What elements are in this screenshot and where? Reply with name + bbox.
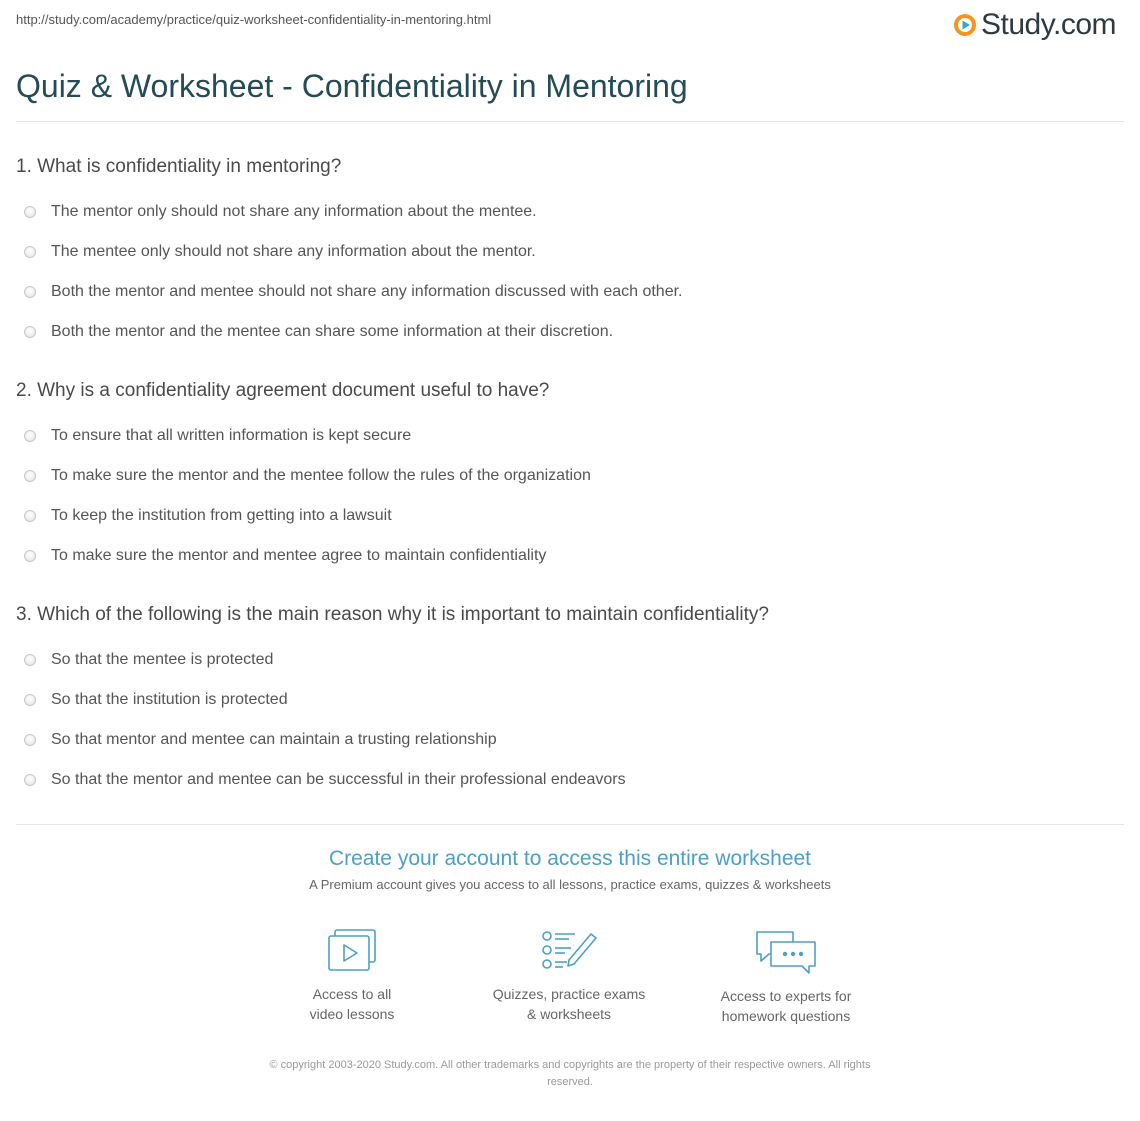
answer-option[interactable] xyxy=(16,416,1116,456)
radio-button[interactable] xyxy=(24,550,36,562)
answer-label: So that mentor and mentee can maintain a trusting relationship xyxy=(51,731,497,748)
feature-line-1: Quizzes, practice exams xyxy=(492,986,646,1002)
radio-button[interactable] xyxy=(24,430,36,442)
feature-line-1: Access to all xyxy=(312,986,392,1002)
answer-option[interactable] xyxy=(16,272,1116,312)
answer-option[interactable] xyxy=(16,640,1116,680)
question-text: 2. Why is a confidentiality agreement document useful to have? xyxy=(16,380,550,401)
radio-button[interactable] xyxy=(24,286,36,298)
study-logo-icon xyxy=(953,13,977,37)
title-divider xyxy=(16,121,1124,122)
create-account-link[interactable]: Create your account to access this entire worksheet xyxy=(328,847,812,870)
answer-option[interactable] xyxy=(16,720,1116,760)
radio-button[interactable] xyxy=(24,326,36,338)
answer-option[interactable] xyxy=(16,536,1116,576)
question-2 xyxy=(16,376,1116,576)
answer-option[interactable] xyxy=(16,456,1116,496)
answer-label: To make sure the mentor and the mentee follow the rules of the organization xyxy=(51,467,591,484)
radio-button[interactable] xyxy=(24,470,36,482)
cta-subtitle: A Premium account gives you access to all lessons, practice exams, quizzes & worksheets xyxy=(309,877,831,892)
video-lesson-icon xyxy=(325,928,379,974)
radio-button[interactable] xyxy=(24,510,36,522)
copyright-line-2: reserved. xyxy=(547,1076,593,1088)
answer-label: The mentor only should not share any information about the mentee. xyxy=(51,203,537,220)
answer-option[interactable] xyxy=(16,312,1116,352)
study-logo[interactable] xyxy=(953,6,1116,44)
chat-bubbles-icon xyxy=(753,928,819,976)
answer-option[interactable] xyxy=(16,680,1116,720)
question-text: 1. What is confidentiality in mentoring? xyxy=(16,156,342,177)
copyright-notice xyxy=(210,1057,930,1091)
answer-label: To keep the institution from getting into a lawsuit xyxy=(51,507,392,524)
answer-label: So that the mentee is protected xyxy=(51,651,274,668)
feature-line-2: video lessons xyxy=(309,1006,395,1022)
radio-button[interactable] xyxy=(24,774,36,786)
feature-line-1: Access to experts for xyxy=(720,988,852,1004)
logo-text: Study.com xyxy=(981,8,1116,41)
question-text: 3. Which of the following is the main reason why it is important to maintain confidentiality? xyxy=(16,604,769,625)
question-3 xyxy=(16,600,1116,800)
feature-line-2: & worksheets xyxy=(526,1006,612,1022)
radio-button[interactable] xyxy=(24,694,36,706)
radio-button[interactable] xyxy=(24,206,36,218)
answer-option[interactable] xyxy=(16,232,1116,272)
quiz-checklist-icon xyxy=(539,928,599,974)
feature-experts xyxy=(696,928,876,1026)
cta-divider xyxy=(16,824,1124,825)
answer-label: So that the institution is protected xyxy=(51,691,288,708)
radio-button[interactable] xyxy=(24,654,36,666)
feature-line-2: homework questions xyxy=(721,1008,851,1024)
answer-label: So that the mentor and mentee can be successful in their professional endeavors xyxy=(51,771,626,788)
radio-button[interactable] xyxy=(24,734,36,746)
answer-option[interactable] xyxy=(16,192,1116,232)
answer-label: To ensure that all written information is kept secure xyxy=(51,427,412,444)
answer-label: To make sure the mentor and mentee agree to maintain confidentiality xyxy=(51,547,547,564)
question-1 xyxy=(16,152,1116,352)
page-title: Quiz & Worksheet - Confidentiality in Mentoring xyxy=(16,68,688,104)
answer-label: Both the mentor and the mentee can share some information at their discretion. xyxy=(51,323,614,340)
answer-label: The mentee only should not share any information about the mentor. xyxy=(51,243,536,260)
answer-option[interactable] xyxy=(16,760,1116,800)
radio-button[interactable] xyxy=(24,246,36,258)
copyright-line-1: © copyright 2003-2020 Study.com. All other trademarks and copyrights are the property of their respective owners. All rights xyxy=(269,1059,871,1071)
feature-quizzes xyxy=(479,928,659,1024)
page-url: http://study.com/academy/practice/quiz-worksheet-confidentiality-in-mentoring.html xyxy=(16,12,492,27)
answer-label: Both the mentor and mentee should not share any information discussed with each other. xyxy=(51,283,683,300)
answer-option[interactable] xyxy=(16,496,1116,536)
feature-video-lessons xyxy=(262,928,442,1024)
